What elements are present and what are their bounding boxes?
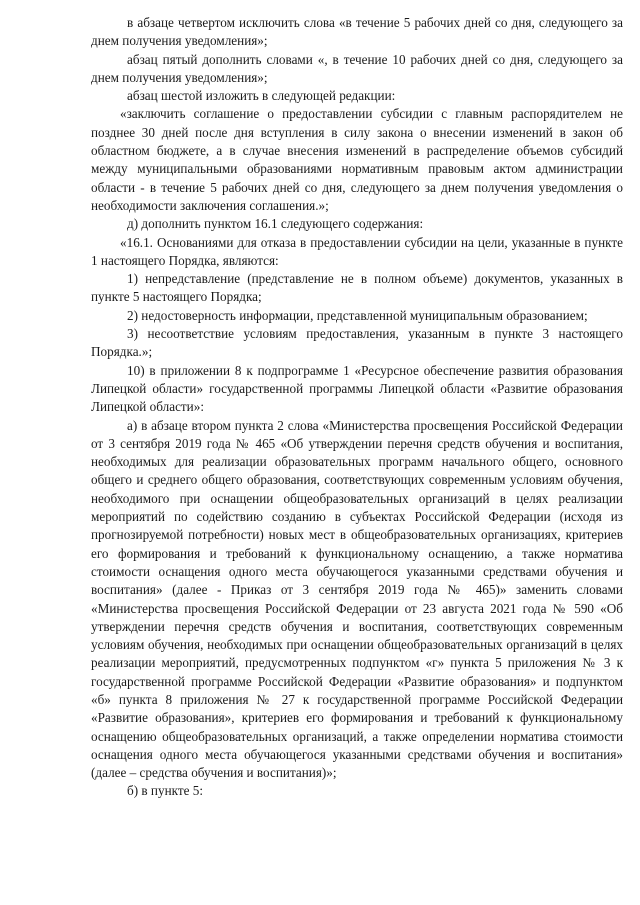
paragraph-subitem-a: а) в абзаце втором пункта 2 слова «Министерства просвещения Российской Федерации от 3 сентября 2019 года № 465 «Об утверждении перечня средств обучения и воспитания, необходимых для реализации образовательных программ начального общего, основного общего и среднего общего образования, соответствующих современным условиям обучения, необходимого при оснащении общеобразовательных организаций в целях реализации мероприятий по содействию созданию в субъектах Российской Федерации (исходя из прогнозируемой потребности) новых мест в общеобразовательных организациях, критериев его формирования и требований к функциональному оснащению, а также норматива стоимости оснащения одного места обучающегося указанными средствами обучения и воспитания» (далее - Приказ от 3 сентября 2019 года № 465)» заменить словами «Министерства просвещения Российской Федерации от 23 августа 2021 года № 590 «Об утверждении перечня средств обучения и воспитания, соответствующих современным условиям обучения, необходимых при оснащении общеобразовательных организаций в целях реализации мероприятий, предусмотренных подпунктом «г» пункта 5 приложения № 3 к государственной программе Российской Федерации «Развитие образования» и подпунктом «б» пункта 8 приложения № 27 к государственной программе Российской Федерации «Развитие образования», критериев его формирования и требований к функциональному оснащению общеобразовательных организаций, а также определении норматива стоимости оснащения одного места обучающегося указанными средствами обучения и воспитания» (далее – средства обучения и воспитания)»; (91, 417, 623, 781)
paragraph-item-10: 10) в приложении 8 к подпрограмме 1 «Ресурсное обеспечение развития образования Липецкой области» государственной программы Липецкой области «Развитие образования Липецкой области»: (91, 362, 623, 415)
list-item-1: 1) непредставление (представление не в полном объеме) документов, указанных в пункте 5 настоящего Порядка; (91, 271, 623, 305)
document-page (91, 14, 623, 801)
paragraph-amend-sixth-intro: абзац шестой изложить в следующей редакции: (127, 88, 396, 104)
list-item-2: 2) недостоверность информации, представленной муниципальным образованием; (127, 307, 588, 323)
paragraph-16-1: «16.1. Основаниями для отказа в предоставлении субсидии на цели, указанные в пункте 1 настоящего Порядка, являются: (91, 234, 623, 268)
paragraph-agreement-text: «заключить соглашение о предоставлении субсидии с главным распорядителем не позднее 30 дней после дня вступления в силу закона о внесении изменений в закон об областном бюджете, а в случае внесения изменений в распределение объемов субсидий между муниципальными образованиями нормативным правовым актом администрации области - в течение 5 рабочих дней со дня, следующего за днем получения уведомления о необходимости заключения соглашения.»; (91, 106, 623, 213)
list-item-3: 3) несоответствие условиям предоставления, указанным в пункте 3 настоящего Порядка.»; (91, 326, 623, 360)
paragraph-amend-fourth: в абзаце четвертом исключить слова «в течение 5 рабочих дней со дня, следующего за днем получения уведомления»; (91, 15, 623, 49)
paragraph-subitem-b: б) в пункте 5: (127, 783, 204, 799)
paragraph-add-16-1: д) дополнить пунктом 16.1 следующего содержания: (127, 216, 424, 232)
paragraph-amend-fifth: абзац пятый дополнить словами «, в течение 10 рабочих дней со дня, следующего за днем получения уведомления»; (91, 51, 623, 85)
